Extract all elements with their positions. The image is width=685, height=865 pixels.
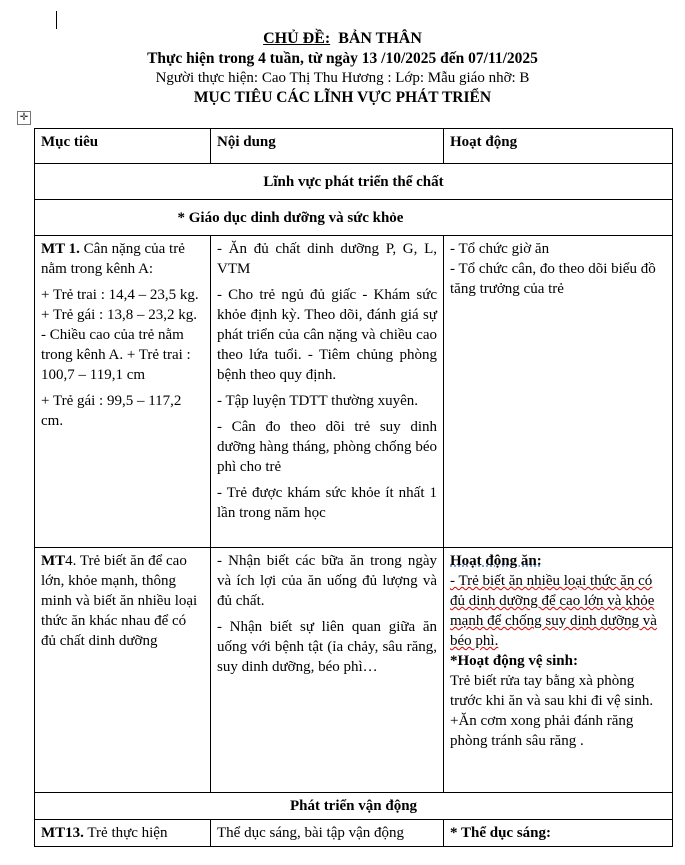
mt4-activity-text-hygiene: Trẻ biết rửa tay bằng xà phòng trước khi ăn và sau khi đi vệ sinh. [450, 673, 654, 709]
mt4-text: 4. Trẻ biết ăn để cao lớn, khỏe mạnh, thông minh và biết ăn nhiều loại thức ăn khác nhau để có đủ chất dinh dưỡng [41, 553, 198, 649]
mt4-content-item: - Nhận biết các bữa ăn trong ngày và ích lợi của ăn uống đủ lượng và đủ chất. [217, 553, 437, 609]
mt4-activity-text-eating: - Trẻ biết ăn nhiều loại thức ăn có đủ dinh dưỡng để cao lớn và khỏe mạnh để chống suy dinh dưỡng và béo phì. [450, 573, 657, 649]
header-objective: Mục tiêu [35, 129, 211, 164]
header-content: Nội dung [211, 129, 444, 164]
section-title: MỤC TIÊU CÁC LĨNH VỰC PHÁT TRIỂN [193, 89, 492, 106]
section-motor: Phát triển vận động [35, 793, 673, 820]
mt1-content [211, 236, 444, 548]
mt4-objective [35, 548, 211, 793]
mt1-activities [444, 236, 673, 548]
mt1-label: MT 1. [41, 241, 80, 257]
mt4-activities [444, 548, 673, 793]
mt13-activity: * Thể dục sáng: [444, 820, 673, 847]
mt1-line3: + Trẻ gái : 99,5 – 117,2 cm. [41, 393, 182, 429]
mt4-label: MT [41, 553, 66, 569]
mt1-text: Cân nặng của trẻ nằm trong kênh A: [41, 241, 185, 277]
section-row-motor [35, 793, 673, 820]
mt4-content [211, 548, 444, 793]
duration-line: Thực hiện trong 4 tuần, từ ngày 13 /10/2025 đến 07/11/2025 [147, 50, 538, 67]
mt4-activity-title-hygiene: *Hoạt động vệ sinh: [450, 653, 578, 669]
mt13-text: Trẻ thực hiện [83, 825, 168, 841]
mt1-line2: + Trẻ trai : 14,4 – 23,5 kg. + Trẻ gái : 13,8 – 23,2 kg. - Chiều cao của trẻ nằm trong kênh A. + Trẻ trai : 100,7 – 119,1 cm [41, 287, 199, 383]
mt1-content-item: - Trẻ được khám sức khỏe ít nhất 1 lần trong năm học [217, 485, 437, 521]
header-activity: Hoạt động [444, 129, 673, 164]
mt4-activity-title-eating: Hoạt động ăn: [450, 553, 542, 569]
topic-label: CHỦ ĐỀ: [263, 30, 331, 47]
table-row-mt1 [35, 236, 673, 548]
mt4-activity-text-teeth: +Ăn cơm xong phải đánh răng phòng tránh sâu răng . [450, 713, 634, 749]
topic-value: BẢN THÂN [338, 30, 422, 47]
performer-line: Người thực hiện: Cao Thị Thu Hương : Lớp: Mẫu giáo nhỡ: B [155, 70, 530, 86]
section-physical: Lĩnh vực phát triển thể chất [35, 164, 673, 200]
text-cursor [56, 11, 57, 29]
mt4-content-item: - Nhận biết sự liên quan giữa ăn uống với bệnh tật (ỉa chảy, sâu răng, suy dinh dưỡng, béo phì… [217, 619, 437, 675]
mt1-activity-item: - Tổ chức cân, đo theo dõi biểu đồ tăng trưởng của trẻ [450, 261, 656, 297]
mt1-content-item: - Cho trẻ ngủ đủ giấc - Khám sức khỏe định kỳ. Theo dõi, đánh giá sự phát triển của cân nặng và chiều cao theo lứa tuổi. - Tiêm chủng phòng bệnh theo quy định. [217, 287, 437, 383]
mt1-objective [35, 236, 211, 548]
table-row-mt13 [35, 820, 673, 847]
mt13-objective [35, 820, 211, 847]
mt1-content-item: - Cân đo theo dõi trẻ suy dinh dưỡng hàng tháng, phòng chống béo phì cho trẻ [217, 419, 437, 475]
objectives-table [34, 128, 673, 847]
mt1-content-item: - Tập luyện TDTT thường xuyên. [217, 393, 419, 409]
table-move-handle-icon[interactable]: ✛ [17, 111, 31, 125]
mt1-activity-item: - Tổ chức giờ ăn [450, 241, 550, 257]
table-header-row [35, 129, 673, 164]
section-row-physical [35, 164, 673, 200]
subsection-nutrition: * Giáo dục dinh dưỡng và sức khỏe [35, 200, 673, 236]
subsection-row-nutrition [35, 200, 673, 236]
mt13-label: MT13. [41, 825, 84, 841]
table-row-mt4 [35, 548, 673, 793]
mt13-content: Thể dục sáng, bài tập vận động [211, 820, 444, 847]
mt1-content-item: - Ăn đủ chất dinh dưỡng P, G, L, VTM [217, 241, 437, 277]
topic-heading [0, 30, 685, 48]
